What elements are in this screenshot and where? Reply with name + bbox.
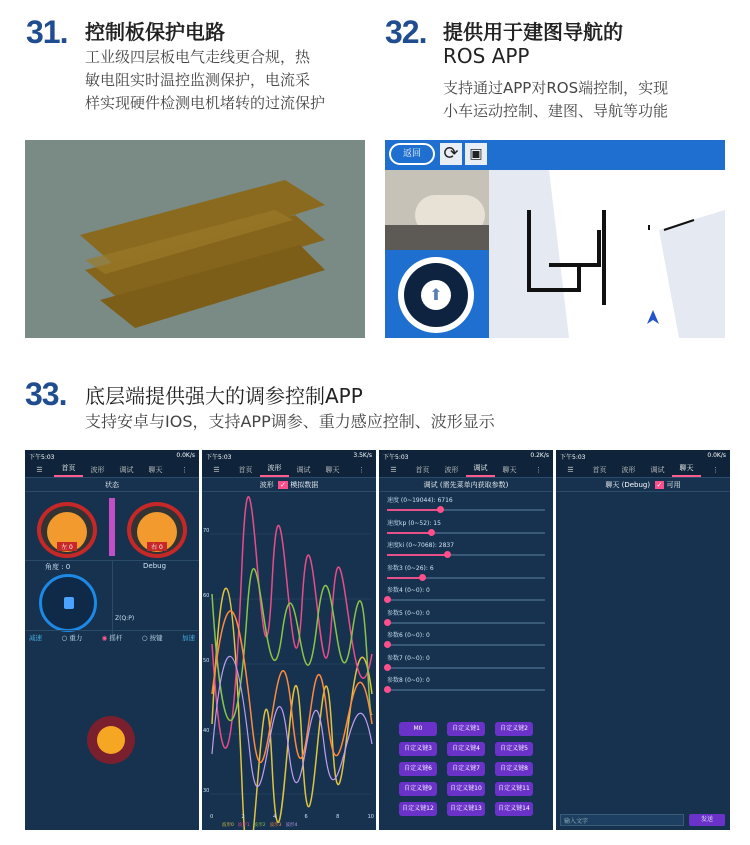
- param-slider[interactable]: [387, 641, 545, 649]
- joystick-base[interactable]: [87, 716, 135, 764]
- param-slider[interactable]: [387, 551, 545, 559]
- status-bar: [379, 450, 553, 462]
- slider-knob[interactable]: [428, 529, 435, 536]
- param-label: 参数4 (0~0): 0: [387, 587, 430, 594]
- right-gauge: [127, 502, 187, 558]
- param-slider[interactable]: [387, 529, 545, 537]
- param-label: 速度 (0~19044): 6716: [387, 497, 453, 504]
- phone-wave: [202, 450, 376, 830]
- param-list: [379, 492, 553, 695]
- status-time: 下午5:03: [29, 454, 55, 461]
- legend: [222, 822, 297, 828]
- left-gauge: [37, 502, 97, 558]
- panel-title: 聊天 (Debug): [605, 481, 651, 489]
- param-row: [379, 650, 553, 673]
- desc-line: 支持通过APP对ROS端控制，实现: [443, 79, 669, 97]
- param-slider[interactable]: [387, 619, 545, 627]
- tab-bar: [202, 462, 376, 478]
- section-33-desc: 支持安卓与IOS，支持APP调参、重力感应控制、波形显示: [85, 412, 495, 431]
- status-time: 下午5:03: [560, 454, 586, 461]
- custom-key-button[interactable]: 自定义键13: [447, 802, 485, 816]
- status-speed: 3.5K/s: [353, 452, 372, 459]
- x-tick: 6: [304, 814, 308, 820]
- custom-key-button[interactable]: 自定义键14: [495, 802, 533, 816]
- tab-bar: [25, 462, 199, 478]
- custom-key-button[interactable]: 自定义键4: [447, 742, 485, 756]
- panel-title-row: [202, 478, 376, 492]
- slow-button[interactable]: 减速: [29, 634, 42, 642]
- phone-chat: [556, 450, 730, 830]
- param-row: [379, 605, 553, 628]
- custom-key-button[interactable]: 自定义键6: [399, 762, 437, 776]
- debug-label: Debug: [143, 562, 167, 570]
- refresh-icon[interactable]: ⟳: [440, 143, 462, 165]
- custom-key-button[interactable]: 自定义键9: [399, 782, 437, 796]
- custom-key-button[interactable]: 自定义键7: [447, 762, 485, 776]
- status-time: 下午5:03: [206, 454, 232, 461]
- pcb-layers-illustration: [25, 140, 365, 338]
- custom-key-button[interactable]: 自定义键3: [399, 742, 437, 756]
- section-31-number: 31.: [26, 14, 68, 50]
- param-row: [379, 627, 553, 650]
- panel-title-row: [556, 478, 730, 492]
- more-icon[interactable]: ⋮: [358, 465, 365, 474]
- enable-checkbox-label: 可用: [666, 481, 681, 489]
- custom-key-button[interactable]: 自定义键8: [495, 762, 533, 776]
- radio-joystick[interactable]: ◉ 摇杆: [101, 634, 123, 642]
- pcb-image: [25, 140, 365, 338]
- section-33-title: 底层端提供强大的调参控制APP: [85, 384, 363, 408]
- slider-knob[interactable]: [384, 641, 391, 648]
- joystick-panel: [388, 252, 488, 336]
- param-slider[interactable]: [387, 686, 545, 694]
- status-time: 下午5:03: [383, 454, 409, 461]
- x-ticks: [210, 814, 374, 820]
- menu-icon[interactable]: ☰: [36, 465, 43, 474]
- param-label: 参数6 (0~0): 0: [387, 632, 430, 639]
- custom-key-button[interactable]: 自定义键5: [495, 742, 533, 756]
- status-bar: [202, 450, 376, 462]
- desc-line: 工业级四层板电气走线更合规，热: [85, 48, 311, 66]
- custom-key-grid: [379, 720, 553, 830]
- more-icon[interactable]: ⋮: [712, 465, 719, 474]
- section-31-desc: [85, 46, 325, 115]
- legend-item: 波形2: [253, 823, 266, 828]
- legend-item: 波形0: [222, 823, 234, 828]
- x-tick: 10: [367, 814, 374, 820]
- right-gauge-label: 右 0: [147, 542, 167, 551]
- custom-key-button[interactable]: 自定义键1: [447, 722, 485, 736]
- y-tick: 40: [203, 728, 210, 734]
- slider-knob[interactable]: [384, 619, 391, 626]
- tab-home[interactable]: 首页: [54, 463, 83, 477]
- simulate-checkbox-label: 模拟数据: [290, 481, 319, 489]
- y-tick: 60: [203, 593, 210, 599]
- param-label: 参数7 (0~0): 0: [387, 654, 430, 662]
- joystick-ring[interactable]: [398, 257, 474, 333]
- x-tick: 0: [210, 814, 214, 820]
- param-label: 速度ki (0~7068): 2837: [387, 542, 455, 549]
- tab-home[interactable]: 首页: [592, 465, 607, 474]
- tab-debug[interactable]: 调试: [296, 465, 311, 474]
- y-tick: 70: [203, 528, 210, 534]
- custom-key-button[interactable]: 自定义键2: [495, 722, 533, 736]
- ros-app-screen: [385, 140, 725, 338]
- tab-home[interactable]: 首页: [238, 465, 253, 474]
- tab-wave[interactable]: 波形: [260, 463, 289, 477]
- param-row: [379, 515, 553, 538]
- phone-home: [25, 450, 199, 830]
- legend-item: 波形1: [237, 823, 250, 828]
- custom-key-button[interactable]: 自定义键11: [495, 782, 533, 796]
- param-row: [379, 560, 553, 583]
- more-icon[interactable]: ⋮: [181, 465, 188, 474]
- y-tick: 50: [203, 658, 210, 664]
- angle-dial: [39, 574, 97, 632]
- zqp-label: Z(Q:P): [115, 615, 135, 622]
- control-mode-row: [29, 633, 195, 642]
- tab-bar: [556, 462, 730, 478]
- back-button[interactable]: 返回: [389, 143, 435, 165]
- chat-input[interactable]: 输入文字: [560, 814, 684, 826]
- param-slider[interactable]: [387, 574, 545, 582]
- slider-knob[interactable]: [384, 596, 391, 603]
- tab-bar: [379, 462, 553, 478]
- radio-keys[interactable]: ○ 按键: [141, 634, 163, 642]
- custom-key-button[interactable]: 自定义键12: [399, 802, 437, 816]
- arrow-up-icon[interactable]: ⬆: [421, 280, 451, 310]
- section-31-title: 控制板保护电路: [85, 20, 225, 44]
- status-speed: 0.2K/s: [530, 452, 549, 459]
- tab-debug[interactable]: 调试: [119, 465, 134, 474]
- slider-knob[interactable]: [384, 686, 391, 693]
- desc-line: 小车运动控制、建图、导航等功能: [443, 102, 669, 120]
- checkbox-icon[interactable]: ✓: [280, 481, 287, 489]
- tab-chat[interactable]: 聊天: [672, 463, 701, 477]
- section-32-title-2: ROS APP: [443, 44, 530, 68]
- menu-icon[interactable]: ☰: [567, 465, 574, 474]
- param-row: [379, 492, 553, 515]
- tab-home[interactable]: 首页: [415, 465, 430, 474]
- param-slider[interactable]: [387, 664, 545, 672]
- section-32-title: 提供用于建图导航的: [443, 20, 623, 44]
- slider-knob[interactable]: [384, 664, 391, 671]
- panel-title: 波形: [259, 481, 274, 489]
- panel-title: 状态: [25, 478, 199, 492]
- x-tick: 8: [336, 814, 340, 820]
- x-tick: 4: [273, 814, 277, 820]
- status-speed: 0.0K/s: [707, 452, 726, 459]
- radio-gravity[interactable]: ○ 重力: [61, 634, 83, 642]
- menu-icon[interactable]: ☰: [213, 465, 220, 474]
- section-32-number: 32.: [385, 14, 427, 50]
- tab-debug[interactable]: 调试: [650, 465, 665, 474]
- desc-line: 敏电阻实时温控监测保护，电流采: [85, 71, 311, 89]
- send-button[interactable]: 发送: [689, 814, 725, 826]
- more-icon[interactable]: ⋮: [535, 465, 542, 474]
- tab-chat[interactable]: 聊天: [325, 465, 340, 474]
- map-view: [489, 170, 725, 338]
- section-33-number: 33.: [25, 376, 67, 412]
- panel-title: 调试 (需先菜单内获取参数): [379, 478, 553, 492]
- checkbox-icon[interactable]: ✓: [656, 481, 663, 489]
- param-slider[interactable]: [387, 506, 545, 514]
- param-row: [379, 582, 553, 605]
- tab-wave[interactable]: 波形: [444, 465, 459, 474]
- menu-icon[interactable]: ☰: [390, 465, 397, 474]
- camera-view: [385, 170, 489, 250]
- legend-item: 波形4: [285, 823, 298, 828]
- custom-key-button[interactable]: M0: [399, 722, 437, 736]
- param-label: 速度kp (0~52): 15: [387, 519, 441, 527]
- phone-debug: [379, 450, 553, 830]
- tab-wave[interactable]: 波形: [621, 465, 636, 474]
- radio-joystick-label: 摇杆: [109, 634, 123, 642]
- status-bar: [556, 450, 730, 462]
- param-label: 参数3 (0~26): 6: [387, 564, 434, 572]
- desc-line: 样实现硬件检测电机堵转的过流保护: [85, 94, 326, 112]
- tab-debug[interactable]: 调试: [466, 463, 495, 477]
- param-row: [379, 537, 553, 560]
- tab-chat[interactable]: 聊天: [148, 465, 163, 474]
- section-32-desc: [443, 77, 668, 123]
- slider-knob[interactable]: [419, 574, 426, 581]
- tab-wave[interactable]: 波形: [90, 465, 105, 474]
- wave-chart: [202, 494, 376, 830]
- custom-key-button[interactable]: 自定义键10: [447, 782, 485, 796]
- x-tick: 2: [241, 814, 245, 820]
- status-speed: 0.0K/s: [176, 452, 195, 459]
- left-gauge-label: 左 0: [57, 542, 77, 551]
- y-tick: 30: [203, 788, 210, 794]
- param-label: 参数5 (0~0): 0: [387, 609, 430, 617]
- param-row: [379, 672, 553, 695]
- legend-item: 波形3: [269, 823, 282, 828]
- slider-knob[interactable]: [437, 506, 444, 513]
- angle-label: 角度 : 0: [45, 563, 71, 571]
- slider-knob[interactable]: [444, 551, 451, 558]
- joystick-knob[interactable]: [97, 726, 125, 754]
- level-bar: [109, 498, 115, 556]
- tab-chat[interactable]: 聊天: [502, 465, 517, 474]
- save-icon[interactable]: ▣: [465, 143, 487, 165]
- radio-keys-label: 按键: [149, 634, 163, 642]
- radio-gravity-label: 重力: [69, 634, 83, 642]
- param-slider[interactable]: [387, 596, 545, 604]
- status-bar: [25, 450, 199, 462]
- fast-button[interactable]: 加速: [182, 634, 195, 642]
- param-label: 参数8 (0~0): 0: [387, 677, 430, 684]
